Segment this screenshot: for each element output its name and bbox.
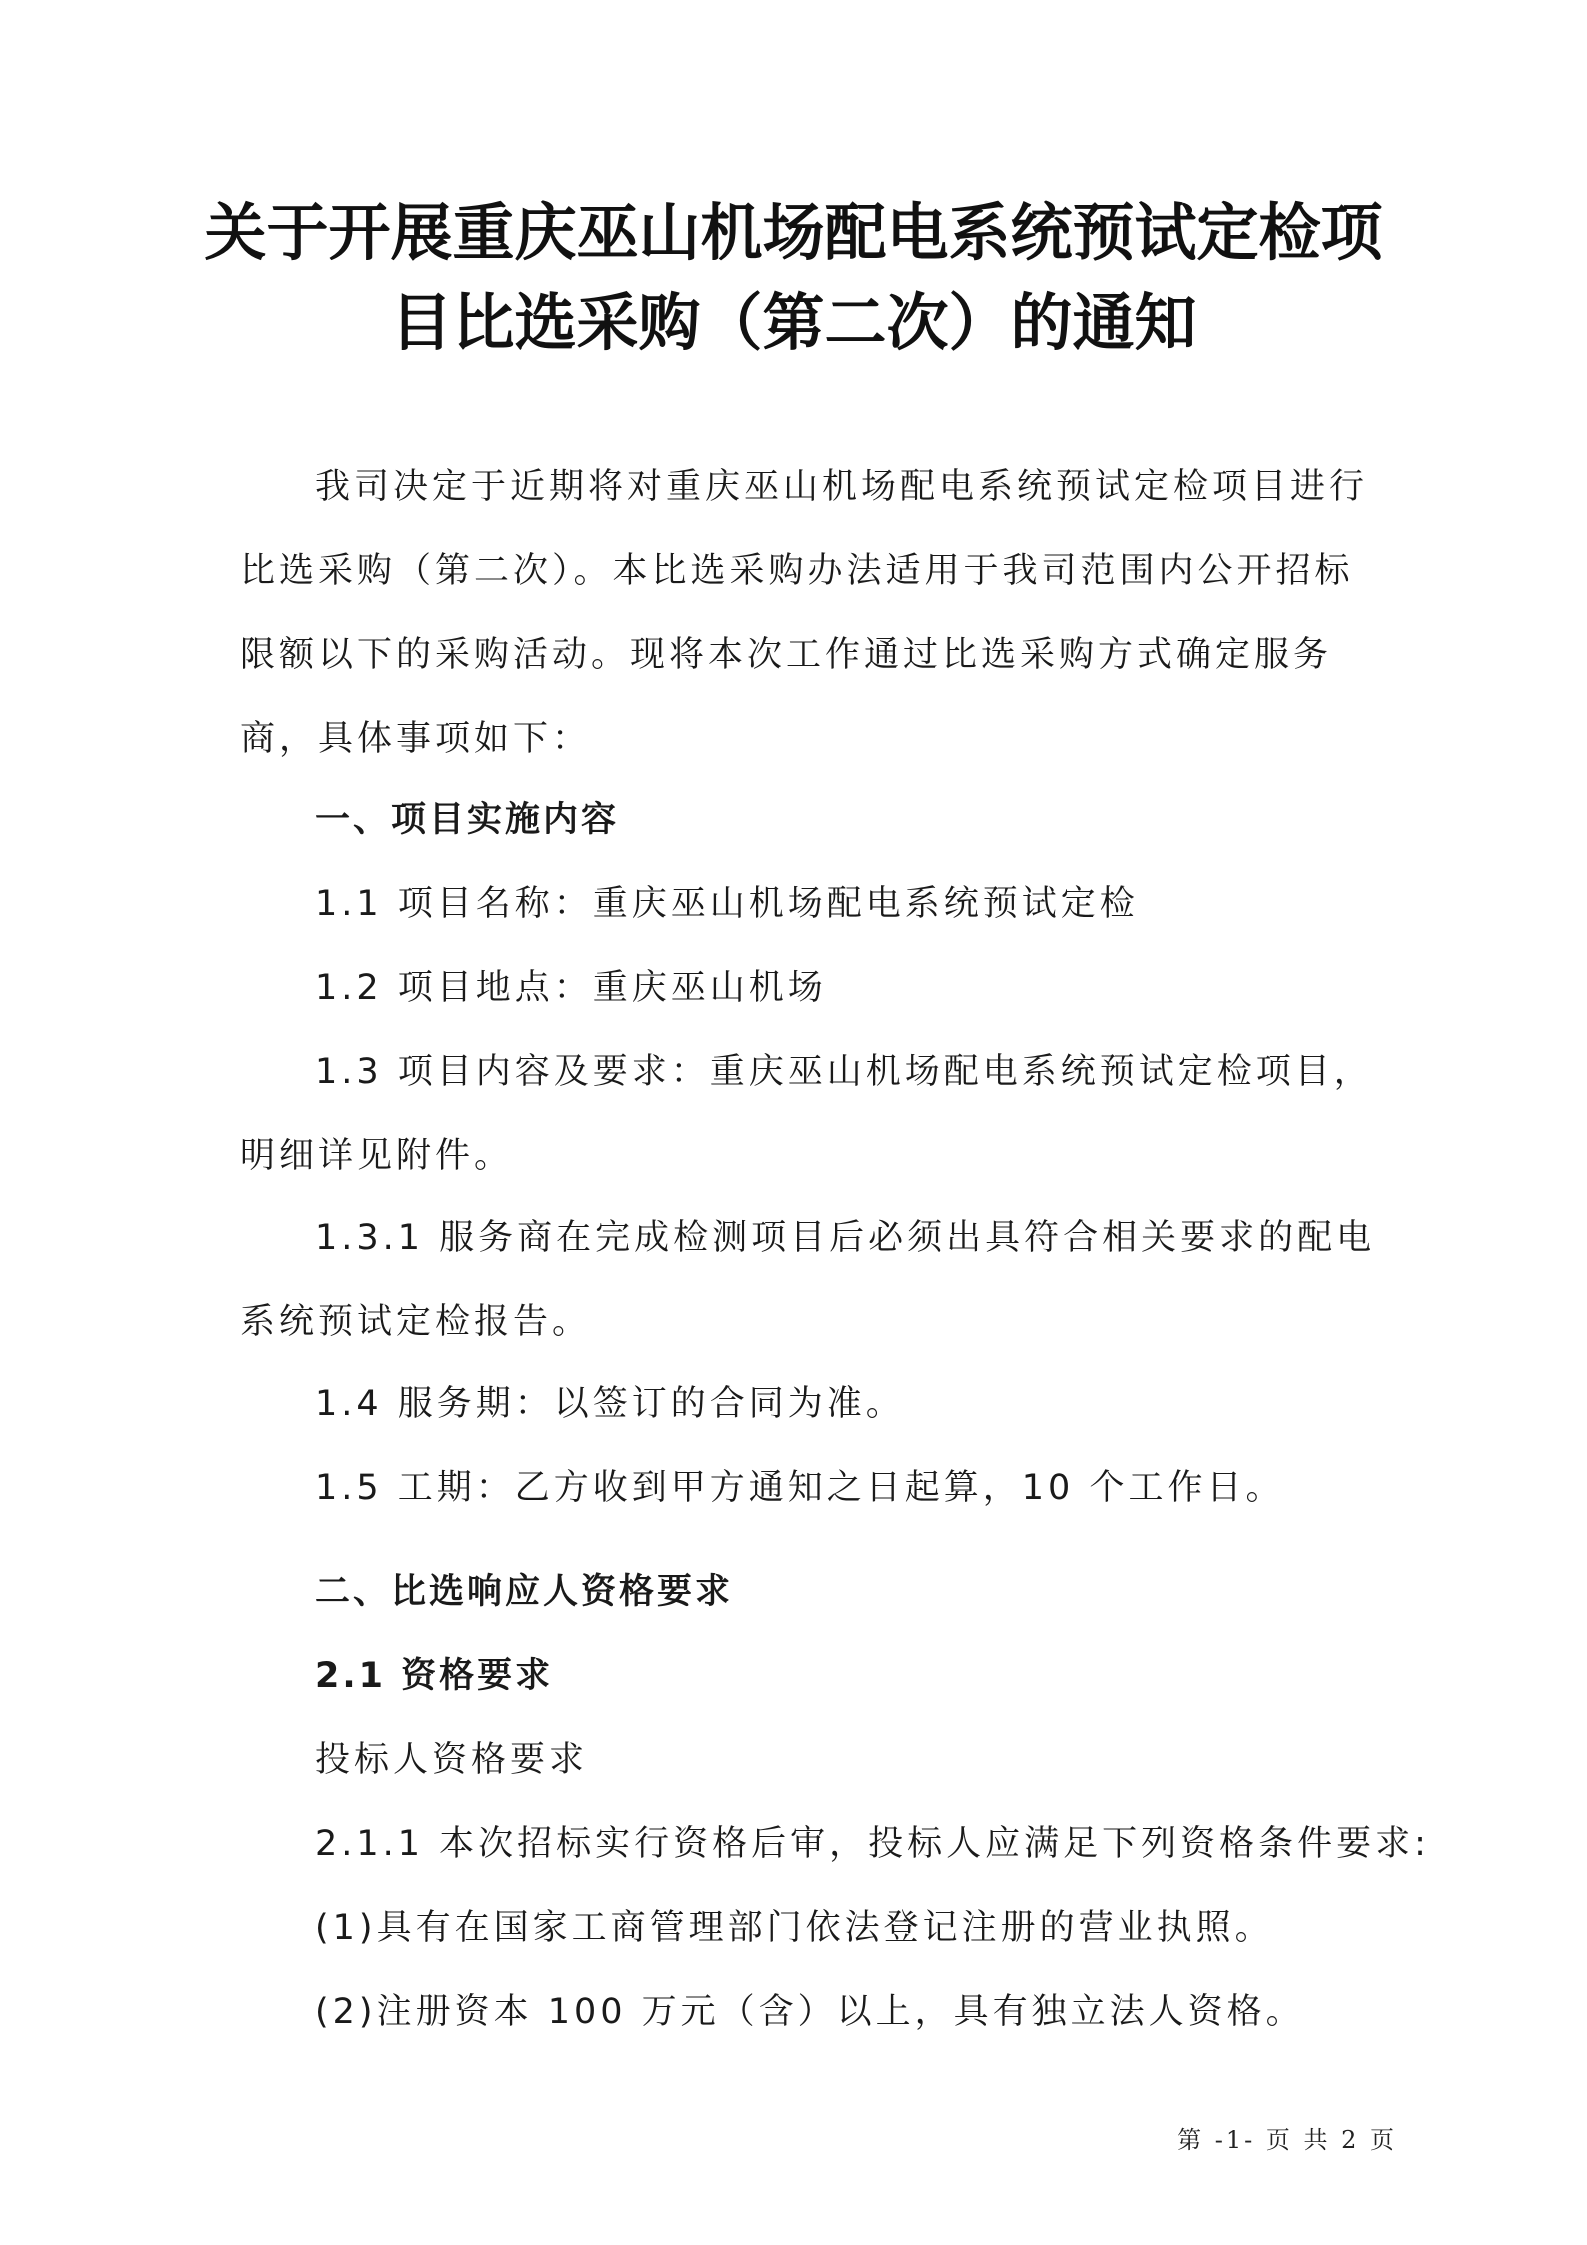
document-title-line-2: 目比选采购（第二次）的通知 (390, 286, 1197, 359)
item-1-1: 1.1 项目名称：重庆巫山机场配电系统预试定检 (315, 884, 1139, 924)
item-1-2: 1.2 项目地点：重庆巫山机场 (315, 968, 827, 1008)
requirement-1: (1)具有在国家工商管理部门依法登记注册的营业执照。 (315, 1908, 1274, 1948)
item-2-1-1: 2.1.1 本次招标实行资格后审，投标人应满足下列资格条件要求: (315, 1824, 1430, 1864)
bidder-requirements-label: 投标人资格要求 (315, 1740, 589, 1780)
item-1-3: 1.3 项目内容及要求：重庆巫山机场配电系统预试定检项目，明细详见附件。 (240, 1052, 1373, 1176)
item-1-4: 1.4 服务期：以签订的合同为准。 (315, 1384, 905, 1424)
intro-paragraph: 我司决定于近期将对重庆巫山机场配电系统预试定检项目进行比选采购（第二次）。本比选采购办法适用于我司范围内公开招标限额以下的采购活动。现将本次工作通过比选采购方式确定服务商，具体事项如下： (240, 467, 1369, 759)
section-2-1-heading: 2.1 资格要求 (315, 1656, 554, 1696)
requirement-2: (2)注册资本 100 万元（含）以上，具有独立法人资格。 (315, 1992, 1305, 2032)
item-1-3-1: 1.3.1 服务商在完成检测项目后必须出具符合相关要求的配电系统预试定检报告。 (240, 1218, 1376, 1342)
item-1-5: 1.5 工期：乙方收到甲方通知之日起算，10 个工作日。 (315, 1468, 1285, 1508)
document-title-line-1: 关于开展重庆巫山机场配电系统预试定检项 (204, 196, 1383, 269)
section-2-heading: 二、比选响应人资格要求 (315, 1572, 734, 1612)
section-1-heading: 一、项目实施内容 (315, 800, 620, 840)
page-footer: 第 -1- 页 共 2 页 (1177, 2126, 1397, 2154)
